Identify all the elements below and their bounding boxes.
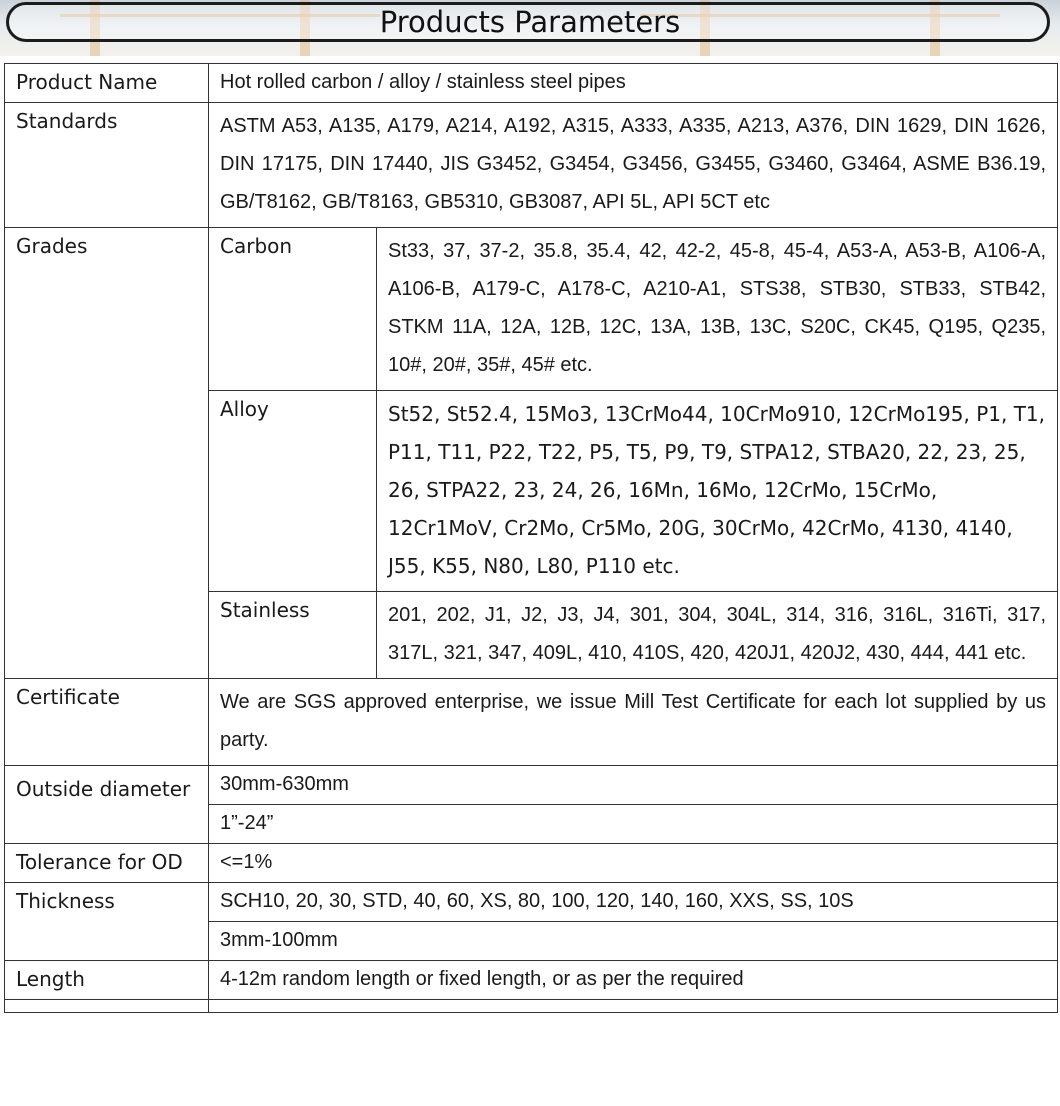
table-row: [5, 961, 1058, 1000]
grade-carbon-value: St33, 37, 37-2, 35.8, 35.4, 42, 42-2, 45-8, 45-4, A53-A, A53-B, A106-A, A106-B, A179-C, A178-C, A210-A1, STS38, STB30, STB33, STB42, STKM 11A, 12A, 12B, 12C, 13A, 13B, 13C, S20C, CK45, Q195, Q235, 10#, 20#, 35#, 45# etc.: [377, 228, 1058, 391]
outside-diameter-inch-value: 1”-24”: [209, 805, 1058, 844]
product-name-value: Hot rolled carbon / alloy / stainless steel pipes: [209, 64, 1058, 103]
table-row: [5, 766, 1058, 805]
table-row: [5, 679, 1058, 766]
certificate-value: We are SGS approved enterprise, we issue Mill Test Certificate for each lot supplied by us party.: [209, 679, 1058, 766]
table-row: [5, 883, 1058, 922]
table-row: [5, 103, 1058, 228]
row-label-standards: Standards: [5, 103, 209, 228]
standards-value: ASTM A53, A135, A179, A214, A192, A315, A333, A335, A213, A376, DIN 1629, DIN 1626, DIN 17175, DIN 17440, JIS G3452, G3454, G3456, G3455, G3460, G3464, ASME B36.19, GB/T8162, GB/T8163, GB5310, GB3087, API 5L, API 5CT etc: [209, 103, 1058, 228]
row-label-thickness: Thickness: [5, 883, 209, 961]
grade-label-stainless: Stainless: [209, 592, 377, 679]
cutoff-cell: [209, 1000, 1058, 1013]
row-label-length: Length: [5, 961, 209, 1000]
page-title: Products Parameters: [379, 5, 681, 39]
table-row: [5, 844, 1058, 883]
grade-label-carbon: Carbon: [209, 228, 377, 391]
outside-diameter-mm-value: 30mm-630mm: [209, 766, 1058, 805]
row-label-certificate: Certificate: [5, 679, 209, 766]
grade-stainless-value: 201, 202, J1, J2, J3, J4, 301, 304, 304L, 314, 316, 316L, 316Ti, 317, 317L, 321, 347, 409L, 410, 410S, 420, 420J1, 420J2, 430, 444, 441 etc.: [377, 592, 1058, 679]
header-banner: [0, 0, 1060, 56]
table-row-cutoff: [5, 1000, 1058, 1013]
row-label-product-name: Product Name: [5, 64, 209, 103]
cutoff-cell: [5, 1000, 209, 1013]
grade-label-alloy: Alloy: [209, 391, 377, 592]
table-row: [5, 64, 1058, 103]
row-label-grades: Grades: [5, 228, 209, 679]
grade-alloy-value: St52, St52.4, 15Mo3, 13CrMo44, 10CrMo910, 12CrMo195, P1, T1, P11, T11, P22, T22, P5, T5, P9, T9, STPA12, STBA20, 22, 23, 25, 26, STPA22, 23, 24, 26, 16Mn, 16Mo, 12CrMo, 15CrMo, 12Cr1MoV, Cr2Mo, Cr5Mo, 20G, 30CrMo, 42CrMo, 4130, 4140, J55, K55, N80, L80, P110 etc.: [377, 391, 1058, 592]
tolerance-od-value: <=1%: [209, 844, 1058, 883]
row-label-outside-diameter: Outside diameter: [5, 766, 209, 844]
parameters-table: [4, 63, 1058, 1013]
length-value: 4-12m random length or fixed length, or as per the required: [209, 961, 1058, 1000]
thickness-sch-value: SCH10, 20, 30, STD, 40, 60, XS, 80, 100, 120, 140, 160, XXS, SS, 10S: [209, 883, 1058, 922]
thickness-mm-value: 3mm-100mm: [209, 922, 1058, 961]
table-row: [5, 228, 1058, 391]
row-label-tolerance-od: Tolerance for OD: [5, 844, 209, 883]
